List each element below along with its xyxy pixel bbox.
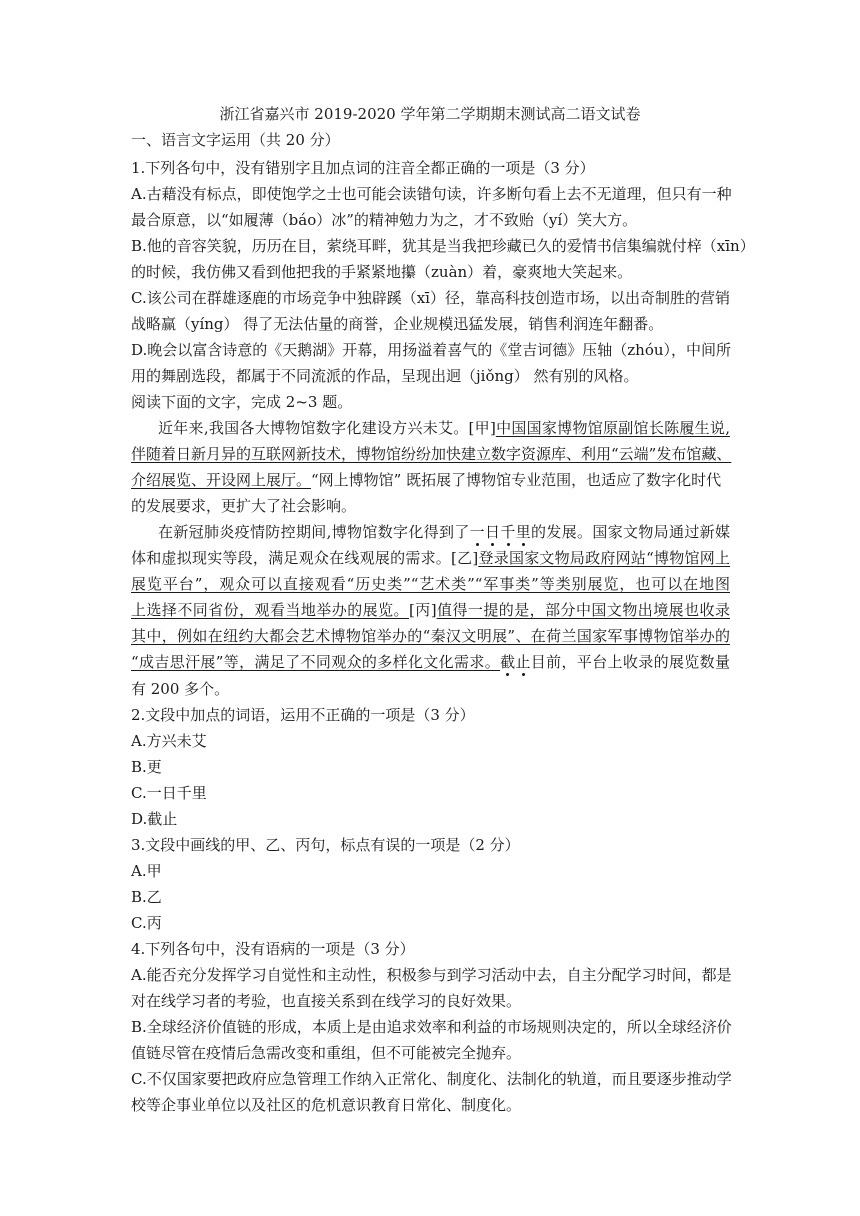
q1-option-d-line2: 用的舞剧选段，都属于不同流派的作品，呈现出迥（jiǒng） 然有别的风格。: [131, 367, 639, 385]
q1-option-d-line1: D.晚会以富含诗意的《天鹅湖》开幕，用扬溢着喜气的《堂吉诃德》压轴（zhóu），中间所: [131, 341, 732, 359]
q3-option-a: A.甲: [131, 862, 162, 880]
underlined-sentence-yi-end: 上选择不同省份，观看当地举办的展览。: [131, 601, 409, 619]
q1-option-a-line2: 最合原意，以“如履薄（báo）冰”的精神勉力为之，才不致贻（yí）笑大方。: [131, 211, 638, 229]
passage-p2-line5: 其中，例如在纽约大都会艺术博物馆举办的“秦汉文明展”、在荷兰国家军事博物馆举办的: [131, 627, 730, 645]
q4-option-b-line2: 值链尽管在疫情后急需改变和重组，但不可能被完全抛弃。: [131, 1044, 522, 1062]
passage-text: 体和虚拟现实等段，满足观众在线观展的需求。[乙]: [131, 549, 479, 567]
q1-option-b-line2: 的时候，我仿佛又看到他把我的手紧紧地攥（zuàn）着，豪爽地大笑起来。: [131, 263, 633, 281]
passage-text: 在新冠肺炎疫情防控期间,博物馆数字化得到了: [158, 523, 470, 541]
passage-text: 目前，平台上收录的展览数量: [530, 653, 730, 671]
emphasis-dot-char: 一: [469, 523, 486, 541]
q1-option-b-line1: B.他的音容笑貌，历历在目，萦绕耳畔，犹其是当我把珍藏已久的爱情书信集编就付梓（xīn）: [131, 237, 755, 255]
underlined-sentence-jia-end: 介绍展览、开设网上展厅。: [131, 471, 312, 489]
emphasis-dot-char: 截: [500, 653, 516, 671]
passage-p1-line3: [131, 469, 721, 490]
q2-option-b: B.更: [131, 758, 162, 776]
q1-stem: 1.下列各句中，没有错别字且加点词的注音全都正确的一项是（3 分）: [131, 159, 595, 177]
dotted-phrase: [470, 523, 531, 541]
q2-option-d: D.截止: [131, 810, 178, 828]
emphasis-dot-char: 千: [500, 523, 516, 541]
q3-option-c: C.丙: [131, 914, 162, 932]
q4-option-b-line1: B.全球经济价值链的形成，本质上是由追求效率和利益的市场规则决定的，所以全球经济价: [131, 1018, 732, 1036]
section-heading: 一、语言文字运用（共 20 分）: [131, 131, 340, 149]
q4-option-a-line1: A.能否充分发挥学习自觉性和主动性，积极参与到学习活动中去，自主分配学习时间，都是: [131, 966, 732, 984]
q3-option-b: B.乙: [131, 888, 162, 906]
passage-text: 近年来,我国各大博物馆数字化建设方兴未艾。: [158, 419, 469, 437]
page-title: 浙江省嘉兴市 2019-2020 学年第二学期期末测试高二语文试卷: [219, 105, 641, 123]
underlined-sentence-jia: 中国国家博物馆原副馆长陈履生说,: [495, 419, 730, 437]
passage-p2-line6: [131, 651, 730, 672]
reading-instruction: 阅读下面的文字，完成 2~3 题。: [131, 393, 353, 411]
underlined-sentence-bing-end: “成吉思汗展”等，满足了不同观众的多样化文化需求。: [131, 653, 501, 671]
q1-option-c-line2: 战略赢（yíng） 得了无法估量的商誉，企业规模迅猛发展，销售利润连年翻番。: [131, 315, 664, 333]
passage-p2-line1: [158, 521, 730, 542]
passage-text: 的发展。国家文物局通过新媒: [531, 523, 730, 541]
passage-p2-line4: [131, 599, 730, 620]
sentence-marker-bing: [丙]: [408, 601, 437, 619]
passage-p1-line4: 的发展要求，更扩大了社会影响。: [131, 497, 357, 515]
q4-option-a-line2: 对在线学习者的考验，也直接关系到在线学习的良好效果。: [131, 992, 522, 1010]
q2-option-a: A.方兴未艾: [131, 732, 207, 750]
underlined-sentence-yi: 登录国家文物局政府网站“博物馆网上: [478, 549, 730, 567]
underlined-sentence-bing: 值得一提的是，部分中国文物出境展也收录: [436, 601, 730, 619]
emphasis-dot-char: 里: [515, 523, 532, 541]
emphasis-dot-char: 日: [485, 523, 501, 541]
emphasis-dot-char: 止: [515, 653, 531, 671]
passage-p1-line2: 伴随着日新月异的互联网新技术，博物馆纷纷加快建立数字资源库、利用“云端”发布馆藏、: [131, 445, 732, 463]
q2-option-c: C.一日千里: [131, 784, 207, 802]
q3-stem: 3.文段中画线的甲、乙、丙句，标点有误的一项是（2 分）: [131, 836, 520, 854]
sentence-marker-jia: [甲]: [468, 419, 496, 437]
passage-text: “网上博物馆” 既拓展了博物馆专业范围，也适应了数字化时代: [311, 471, 722, 489]
q4-option-c-line2: 校等企事业单位以及社区的危机意识教育日常化、制度化。: [131, 1096, 522, 1114]
passage-p1-line1: [158, 417, 730, 438]
passage-p2-line7: 有 200 多个。: [131, 680, 230, 698]
q4-stem: 4.下列各句中，没有语病的一项是（3 分）: [131, 940, 415, 958]
dotted-phrase: [500, 653, 531, 671]
q1-option-c-line1: C.该公司在群雄逐鹿的市场竞争中独辟蹊（xī）径，靠高科技创造市场，以出奇制胜的营销: [131, 289, 730, 307]
q2-stem: 2.文段中加点的词语，运用不正确的一项是（3 分）: [131, 706, 475, 724]
q4-option-c-line1: C.不仅国家要把政府应急管理工作纳入正常化、制度化、法制化的轨道，而且要逐步推动学: [131, 1070, 732, 1088]
passage-p2-line3: 展览平台”，观众可以直接观看“历史类”“艺术类”“军事类”等类别展览，也可以在地图: [131, 575, 730, 593]
passage-p2-line2: [131, 547, 730, 568]
q1-option-a-line1: A.古藉没有标点，即使饱学之士也可能会读错句读，许多断句看上去不无道理，但只有一种: [131, 185, 732, 203]
